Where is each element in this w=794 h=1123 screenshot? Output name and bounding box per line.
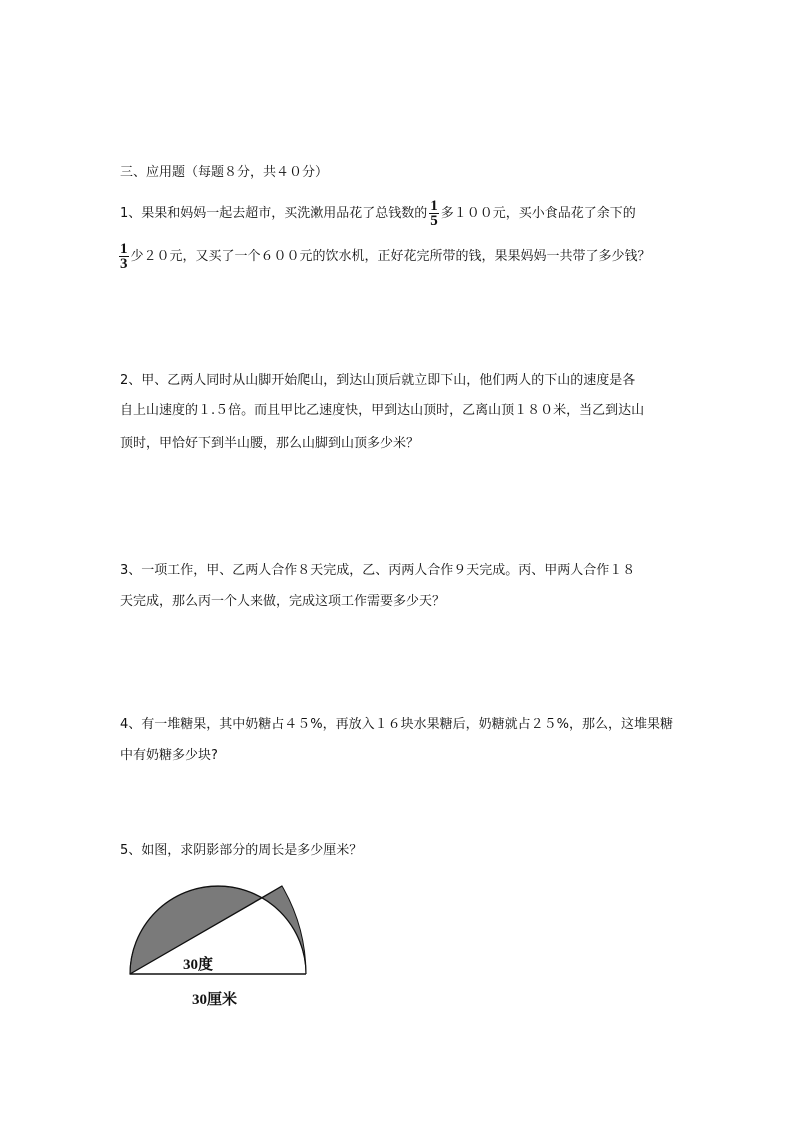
question-1-line-1: [120, 199, 636, 228]
question-3-line-2: 天完成，那么丙一个人来做，完成这项工作需要多少天？: [120, 594, 446, 609]
question-2-line-2: 自上山速度的１.５倍。而且甲比乙速度快，甲到达山顶时，乙离山顶１８０米，当乙到达山: [120, 403, 645, 418]
shaded-semicircle-figure: [120, 876, 320, 1020]
question-1-text-c: 少２０元，又买了一个６００元的饮水机，正好花完所带的钱，果果妈妈一共带了多少钱？: [130, 249, 651, 264]
question-2-line-1: 2、甲、乙两人同时从山脚开始爬山，到达山顶后就立即下山，他们两人的下山的速度是各: [120, 373, 636, 388]
question-1-text-a: 1、果果和妈妈一起去超市，买洗漱用品花了总钱数的: [120, 206, 428, 221]
fraction-numerator: 1: [430, 198, 438, 214]
length-label: 30厘米: [192, 992, 238, 1008]
fraction-one-third: [119, 242, 129, 271]
question-4-line-2: 中有奶糖多少块?: [120, 748, 218, 763]
question-4-line-1: 4、有一堆糖果，其中奶糖占４５%，再放入１６块水果糖后，奶糖就占２５%，那么，这堆果糖: [120, 717, 673, 732]
question-5-line-1: 5、如图，求阴影部分的周长是多少厘米？: [120, 843, 363, 858]
question-3-line-1: 3、一项工作，甲、乙两人合作８天完成，乙、丙两人合作９天完成。丙、甲两人合作１８: [120, 563, 636, 578]
shaded-region-right: [262, 886, 306, 974]
fraction-numerator: 1: [120, 241, 128, 257]
fraction-one-fifth: [429, 199, 439, 228]
question-2-line-3: 顶时，甲恰好下到半山腰，那么山脚到山顶多少米？: [120, 436, 420, 451]
question-1-text-b: 多１００元，买小食品花了余下的: [440, 206, 636, 221]
fraction-denominator: 5: [430, 213, 438, 229]
question-1-line-2: [120, 242, 651, 271]
figure-svg: [120, 876, 320, 1016]
angle-label: 30度: [183, 957, 214, 973]
section-title: 三、应用题（每题８分，共４０分）: [120, 165, 329, 180]
fraction-denominator: 3: [120, 256, 128, 272]
